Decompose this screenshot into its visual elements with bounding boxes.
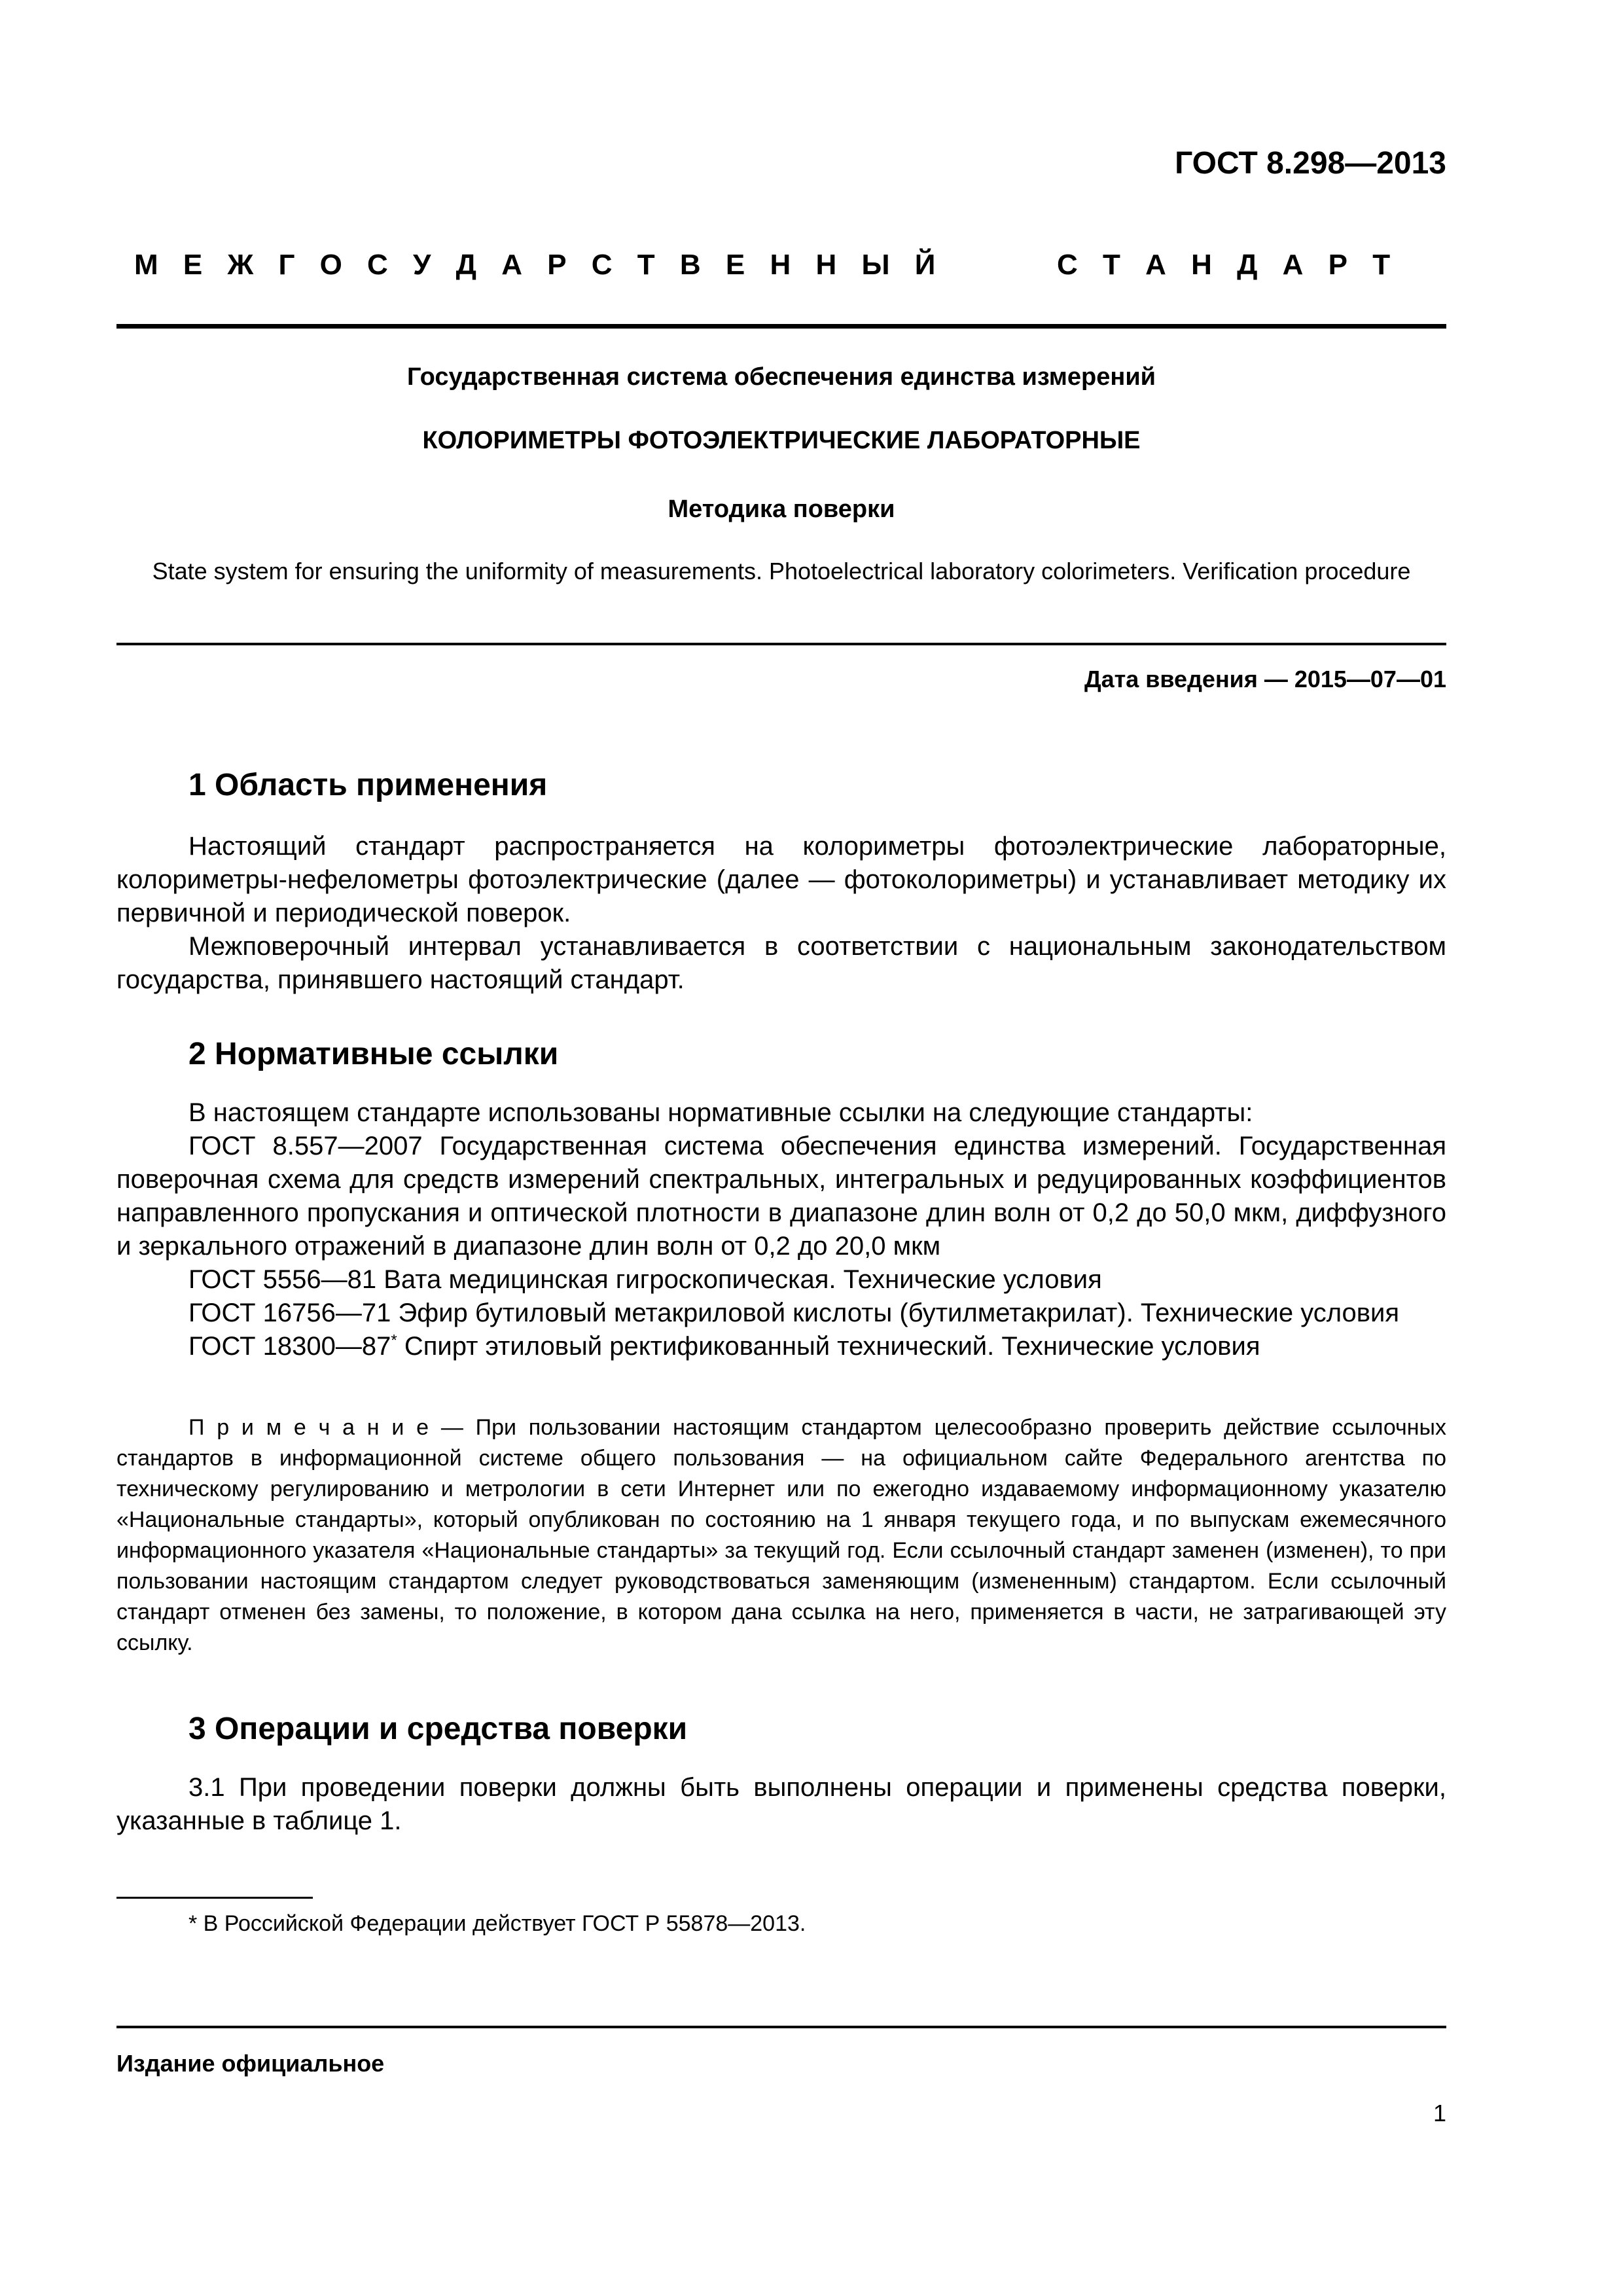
footnote-marker: *	[391, 1331, 397, 1350]
official-edition-label: Издание официальное	[116, 2050, 385, 2077]
references-note	[116, 1412, 1446, 1659]
reference-gost-8-557: ГОСТ 8.557—2007 Государственная система обеспечения единства измерений. Государственная поверочная схема для средств измерений спектральных, интегральных и редуцированных коэффициентов направленного пропускания и оптической плотности в диапазоне длин волн от 0,2 до 50,0 мкм, диффузного и зеркального отражений в диапазоне длин волн от 0,2 до 20,0 мкм	[116, 1132, 1446, 1261]
footer-rule	[116, 2026, 1446, 2028]
page-number: 1	[1433, 2100, 1446, 2126]
reference-gost-18300-code: ГОСТ 18300—87	[188, 1332, 391, 1361]
header-thick-rule	[116, 324, 1446, 329]
section-1-paragraph-1: Настоящий стандарт распространяется на колориметры фотоэлектрические лабораторные, колориметры-нефелометры фотоэлектрические (далее — фотоколориметры) и устанавливает методику их первичной и периодической поверок.	[116, 832, 1446, 927]
reference-gost-16756: ГОСТ 16756—71 Эфир бутиловый метакриловой кислоты (бутилметакрилат). Технические условия	[188, 1299, 1400, 1327]
section-3-title: 3 Операции и средства поверки	[188, 1712, 688, 1746]
title-rule	[116, 643, 1446, 645]
reference-gost-18300	[116, 1330, 1446, 1363]
introduction-date: Дата введения — 2015—07—01	[1084, 666, 1446, 692]
reference-gost-5556: ГОСТ 5556—81 Вата медицинская гигроскопическая. Технические условия	[188, 1265, 1102, 1294]
references-intro: В настоящем стандарте использованы нормативные ссылки на следующие стандарты:	[188, 1098, 1253, 1127]
document-subtitle: Методика поверки	[668, 495, 895, 523]
section-3-body	[116, 1771, 1446, 1838]
section-2-title: 2 Нормативные ссылки	[188, 1037, 559, 1071]
section-1-title: 1 Область применения	[188, 768, 548, 802]
note-text: — При пользовании настоящим стандартом целесообразно проверить действие ссылочных стандартов в информационной системе общего пользования — на официальном сайте Федерального агентства по техническому регулированию и метрологии в сети Интернет или по ежегодно издаваемому информационному указателю «Национальные стандарты», который опубликован по состоянию на 1 января текущего года, и по выпускам ежемесячного информационного указателя «Национальные стандарты» за текущий год. Если ссылочный стандарт заменен (изменен), то при пользовании настоящим стандартом следует руководствоваться заменяющим (измененным) стандартом. Если ссылочный стандарт отменен без замены, то положение, в котором дана ссылка на него, применяется в части, не затрагивающей эту ссылку.	[116, 1415, 1446, 1655]
document-number: ГОСТ 8.298—2013	[1175, 146, 1446, 181]
reference-gost-18300-text: Спирт этиловый ректификованный технический. Технические условия	[397, 1332, 1260, 1361]
section-2-body	[116, 1096, 1446, 1363]
system-title: Государственная система обеспечения единства измерений	[406, 363, 1156, 391]
section-1-paragraph-2: Межповерочный интервал устанавливается в соответствии с национальным законодательством государства, принявшего настоящий стандарт.	[116, 932, 1446, 994]
standard-type-right: С Т А Н Д А Р Т	[1057, 249, 1399, 281]
footnote-text: * В Российской Федерации действует ГОСТ Р 55878—2013.	[188, 1911, 806, 1936]
section-3-paragraph-1: 3.1 При проведении поверки должны быть выполнены операции и применены средства поверки, указанные в таблице 1.	[116, 1773, 1446, 1835]
english-title: State system for ensuring the uniformity of measurements. Photoelectrical laboratory colorimeters. Verification procedure	[152, 558, 1411, 584]
main-title: КОЛОРИМЕТРЫ ФОТОЭЛЕКТРИЧЕСКИЕ ЛАБОРАТОРНЫЕ	[422, 427, 1141, 454]
standard-type-left: М Е Ж Г О С У Д А Р С Т В Е Н Н Ы Й	[134, 249, 944, 281]
note-label: П р и м е ч а н и е	[188, 1415, 429, 1440]
section-1-body	[116, 830, 1446, 997]
footnote-rule	[116, 1897, 313, 1899]
